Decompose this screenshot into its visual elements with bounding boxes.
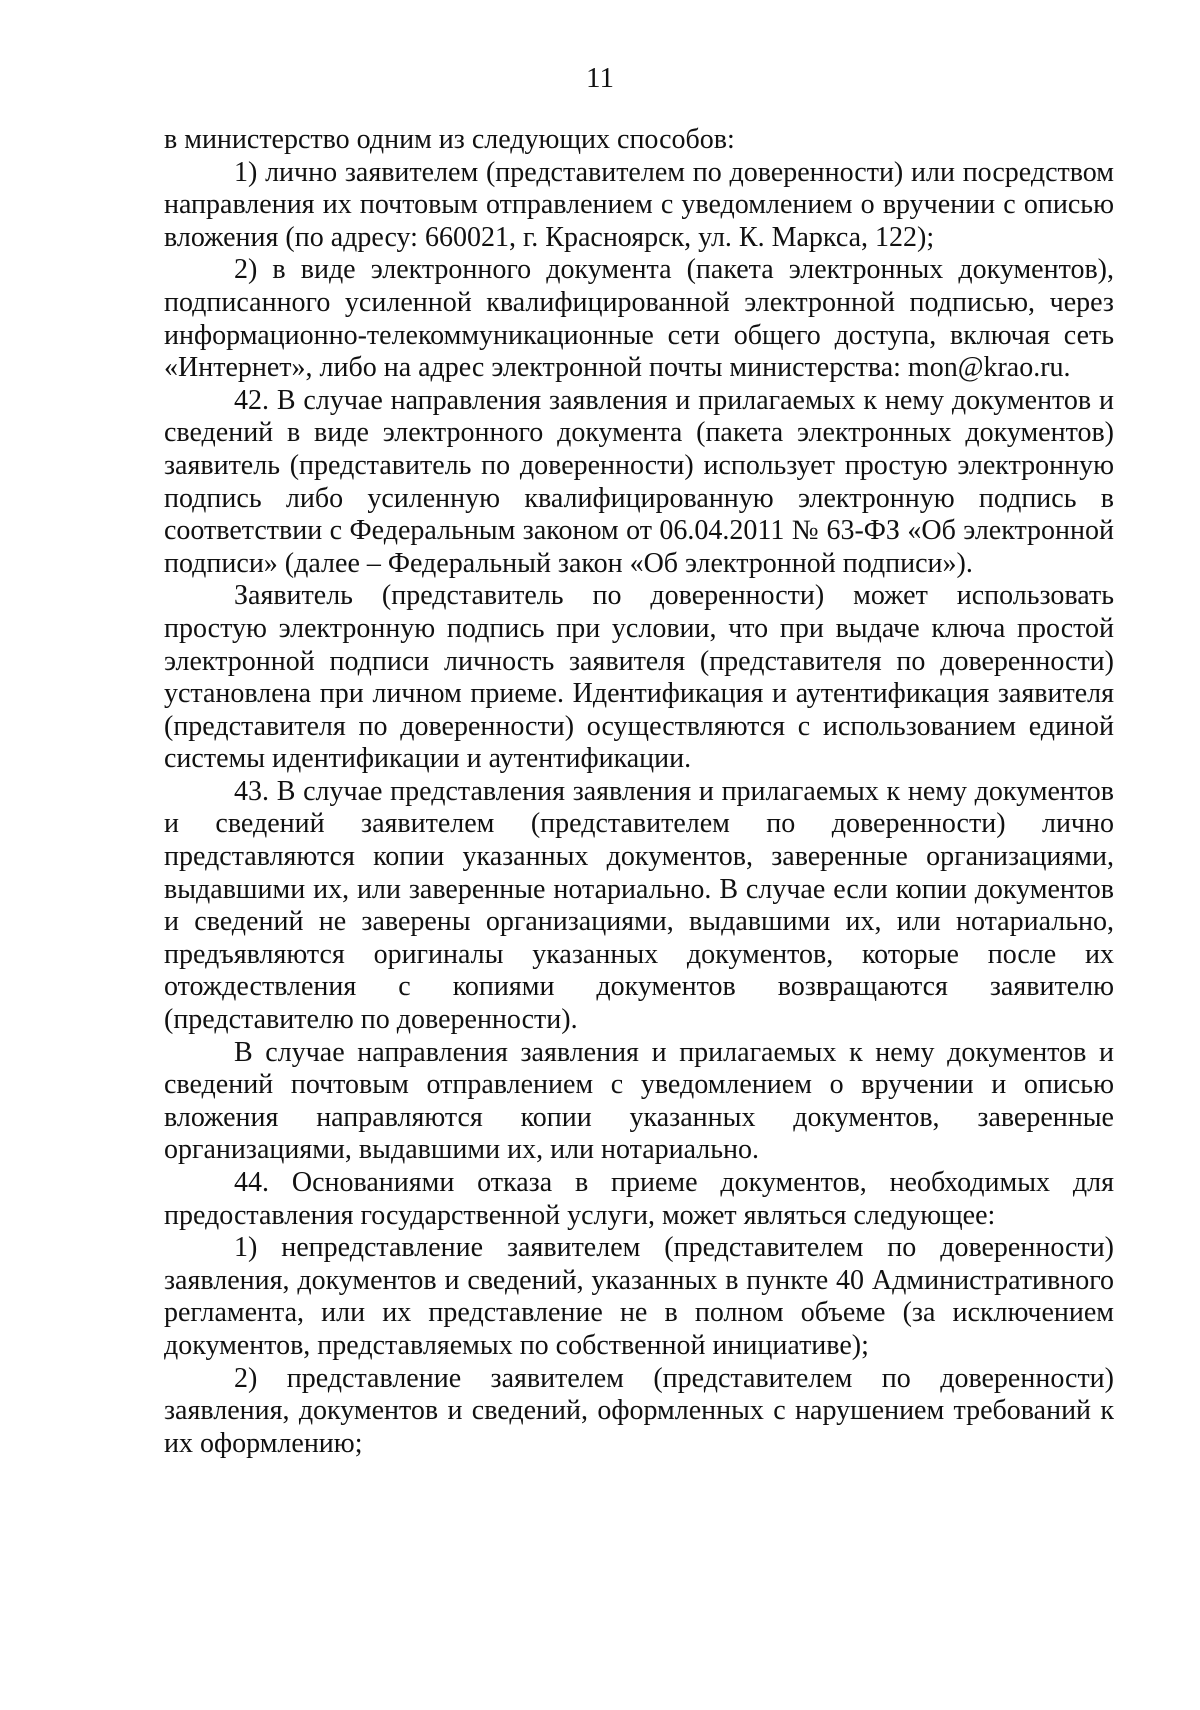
paragraph: в министерство одним из следующих способов: bbox=[164, 124, 735, 155]
paragraph: 43. В случае представления заявления и прилагаемых к нему документов и сведений заявителем (представителем по доверенности) лично представляются копии указанных документов, заверенные организациями, выдавшими их, или заверенные нотариально. В случае если копии документов и сведений не заверены организациями, выдавшими их, или нотариально, предъявляются оригиналы указанных документов, которые после их отождествления с копиями документов возвращаются заявителю (представителю по доверенности). bbox=[164, 775, 1114, 1036]
paragraph: 1) лично заявителем (представителем по доверенности) или посредством направления их почтовым отправлением с уведомлением о вручении с описью вложения (по адресу: 660021, г. Красноярск, ул. К. Маркса, 122); bbox=[164, 156, 1114, 253]
paragraph: 2) в виде электронного документа (пакета электронных документов), подписанного усиленной квалифицированной электронной подписью, через информационно-телекоммуникационные сети общего доступа, включая сеть «Интернет», либо на адрес электронной почты министерства: mon@krao.ru. bbox=[164, 254, 1114, 384]
paragraph: Заявитель (представитель по доверенности) может использовать простую электронную подпись при условии, что при выдаче ключа простой электронной подписи личность заявителя (представителя по доверенности) установлена при личном приеме. Идентификация и аутентификация заявителя (представителя по доверенности) осуществляются с использованием единой системы идентификации и аутентификации. bbox=[164, 580, 1114, 775]
paragraph: 42. В случае направления заявления и прилагаемых к нему документов и сведений в виде электронного документа (пакета электронных документов) заявитель (представитель по доверенности) использует простую электронную подпись либо усиленную квалифицированную электронную подпись в соответствии с Федеральным законом от 06.04.2011 № 63-ФЗ «Об электронной подписи» (далее – Федеральный закон «Об электронной подписи»). bbox=[164, 384, 1114, 579]
paragraph: 44. Основаниями отказа в приеме документов, необходимых для предоставления государственной услуги, может являться следующее: bbox=[164, 1167, 1114, 1231]
paragraph: 2) представление заявителем (представителем по доверенности) заявления, документов и сведений, оформленных с нарушением требований к их оформлению; bbox=[164, 1362, 1114, 1459]
page-number: 11 bbox=[586, 62, 614, 94]
paragraph: В случае направления заявления и прилагаемых к нему документов и сведений почтовым отправлением с уведомлением о вручении и описью вложения направляются копии указанных документов, заверенные организациями, выдавшими их, или нотариально. bbox=[164, 1036, 1114, 1166]
document-body bbox=[164, 124, 1114, 1460]
paragraph: 1) непредставление заявителем (представителем по доверенности) заявления, документов и сведений, указанных в пункте 40 Административного регламента, или их представление не в полном объеме (за исключением документов, представляемых по собственной инициативе); bbox=[164, 1232, 1114, 1361]
